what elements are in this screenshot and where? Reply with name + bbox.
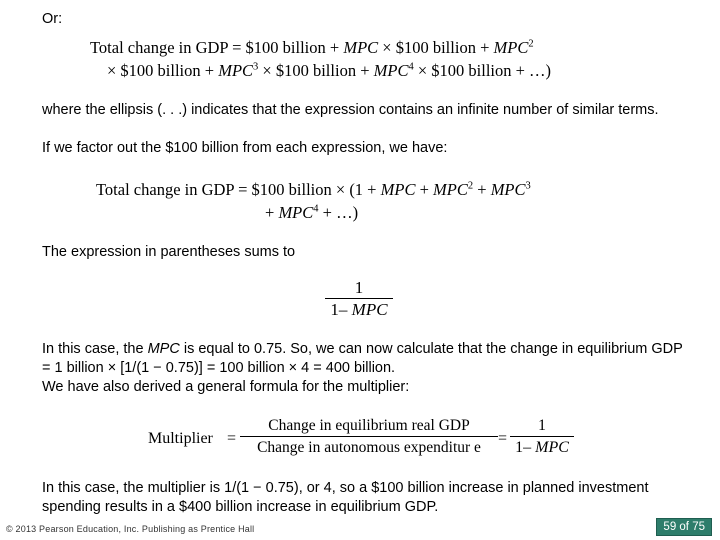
paragraph-mpc-calculation: In this case, the MPC is equal to 0.75. So, we can now calculate that the change in equilibrium GDP = 1 billion × [1/(1 − 0.75)] = 100 billion × 4 = 400 billion. bbox=[42, 341, 683, 376]
paragraph-general-formula: We have also derived a general formula for the multiplier: bbox=[42, 379, 410, 395]
page-number-badge: 59 of 75 bbox=[656, 518, 712, 536]
equation-factored-line1: Total change in GDP = $100 billion × (1 + MPC + $MPC^2 + MPC^3$ bbox=[96, 180, 531, 199]
equation-total-change-line1: Total change in GDP = $100 billion + MPC × $100 billion + $MPC^2$ bbox=[90, 38, 534, 57]
equation-total-change-line2: × $100 billion + $MPC^3$ × $100 billion + $MPC^4$ × $100 billion + …) bbox=[107, 61, 552, 80]
fraction-one-over-one-minus-mpc bbox=[325, 278, 393, 320]
equals-sign-1: = bbox=[227, 430, 237, 447]
multiplier-label: Multiplier bbox=[148, 430, 213, 447]
fraction-multiplier-definition bbox=[240, 416, 498, 458]
paragraph-sums-to: The expression in parentheses sums to bbox=[42, 244, 296, 260]
fraction-denominator: Change in autonomous expenditur e bbox=[240, 436, 498, 458]
fraction-numerator: 1 bbox=[354, 278, 364, 297]
fraction-numerator: Change in equilibrium real GDP bbox=[268, 417, 470, 434]
fraction-bar: 1– MPC bbox=[325, 298, 393, 320]
paragraph-ellipsis: where the ellipsis (. . .) indicates that the expression contains an infinite number of similar terms. bbox=[42, 102, 659, 118]
fraction-one-over-one-minus-mpc-2 bbox=[510, 416, 574, 458]
intro-label: Or: bbox=[42, 11, 63, 27]
equation-factored-line2: + $MPC^4$ + …) bbox=[265, 203, 359, 222]
paragraph-multiplier-result: In this case, the multiplier is 1/(1 − 0.75), or 4, so a $100 billion increase in planned investment spending results in a $400 billion increase in equilibrium GDP. bbox=[42, 480, 649, 515]
paragraph-factor-out: If we factor out the $100 billion from each expression, we have: bbox=[42, 140, 448, 156]
fraction-denominator: 1– MPC bbox=[510, 436, 574, 458]
equals-sign-2: = bbox=[498, 430, 508, 447]
fraction-numerator: 1 bbox=[538, 417, 546, 434]
copyright-footer: © 2013 Pearson Education, Inc. Publishing as Prentice Hall bbox=[6, 524, 255, 534]
